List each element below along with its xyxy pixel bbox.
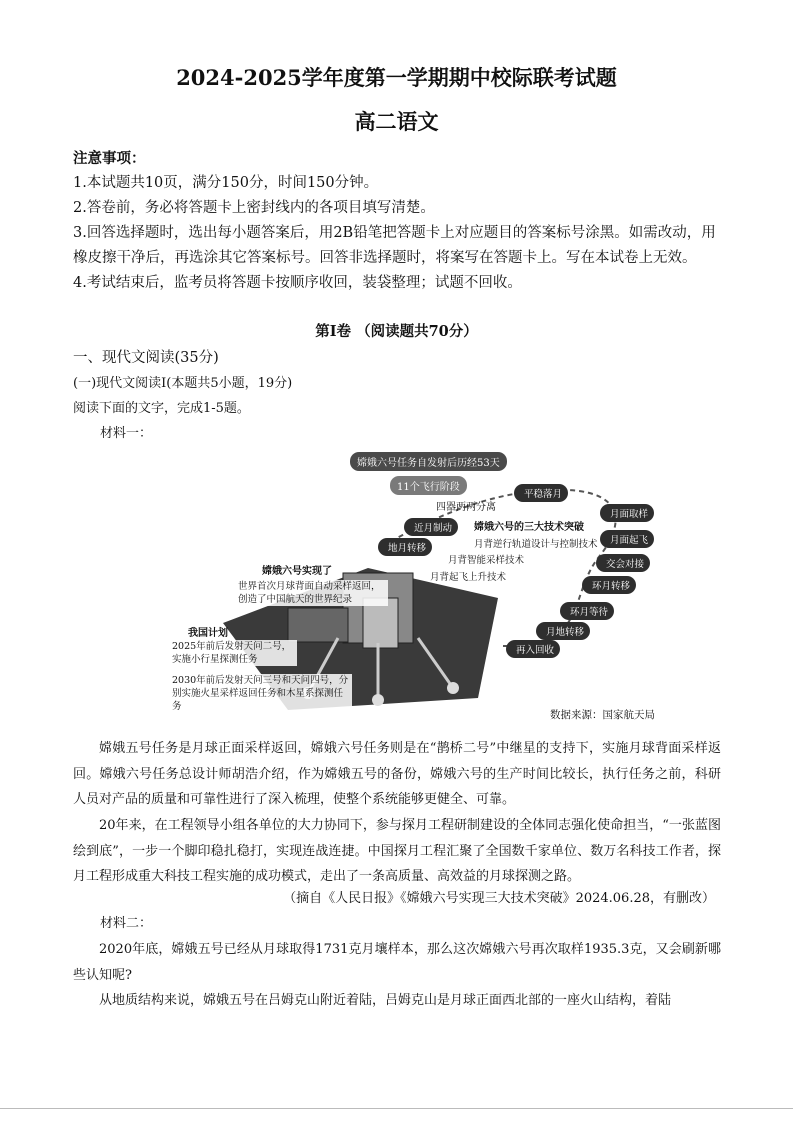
tech-item: 月背起飞上升技术 bbox=[430, 572, 507, 583]
stage-label: 交会对接 bbox=[596, 554, 650, 572]
tech-item: 月背逆行轨道设计与控制技术 bbox=[474, 539, 598, 550]
stage-label: 四器两两分离 bbox=[436, 502, 496, 513]
notes-item: 4.考试结束后，监考员将答题卡按顺序收回，装袋整理；试题不回收。 bbox=[73, 275, 522, 291]
stage-label: 近月制动 bbox=[404, 518, 458, 536]
plan-item: 2025年前后发射天问二号，实施小行星探测任务 bbox=[172, 640, 297, 666]
paragraph: 从地质结构来说，嫦娥五号在吕姆克山附近着陆，吕姆克山是月球正面西北部的一座火山结构，着陆 bbox=[99, 993, 672, 1008]
stage-label: 月面起飞 bbox=[600, 530, 654, 548]
notes-heading: 注意事项： bbox=[73, 150, 146, 167]
paragraph: 2020年底，嫦娥五号已经从月球取得1731克月壤样本，那么这次嫦娥六号再次取样1935.3克，又会刷新哪些认知呢? bbox=[73, 942, 721, 983]
instruction: 阅读下面的文字，完成1-5题。 bbox=[73, 401, 250, 416]
stage-label: 环月等待 bbox=[560, 602, 614, 620]
phase-count: 11个飞行阶段 bbox=[390, 476, 467, 495]
stage-label: 平稳落月 bbox=[514, 484, 568, 502]
material1-label: 材料一： bbox=[100, 426, 153, 441]
plan-title: 我国计划 bbox=[188, 628, 228, 639]
section-heading: 一、现代文阅读(35分) bbox=[73, 350, 219, 366]
notes-item: 2.答卷前，务必将答题卡上密封线内的各项目填写清楚。 bbox=[73, 200, 435, 216]
chang-e6-infographic bbox=[168, 448, 688, 724]
paragraph: 20年来，在工程领导小组各单位的大力协同下，参与探月工程研制建设的全体同志强化使命担当，“一张蓝图绘到底”，一步一个脚印稳扎稳打，实现连战连捷。中国探月工程汇聚了全国数千家单位、数万名科技工作者，探月工程形成重大科技工程实施的成功模式，走出了一条高质量、高效益的月球探测之路。 bbox=[73, 818, 721, 884]
tech-item: 月背智能采样技术 bbox=[448, 555, 525, 566]
mission-banner: 嫦娥六号任务自发射后历经53天 bbox=[350, 452, 507, 471]
tech-title: 嫦娥六号的三大技术突破 bbox=[474, 522, 584, 533]
plan-item: 2030年前后发射天问三号和天问四号，分别实施火星采样返回任务和木星系探测任务 bbox=[172, 674, 352, 713]
achieved-text: 世界首次月球背面自动采样返回，创造了中国航天的世界纪录 bbox=[238, 580, 388, 606]
subject-title: 高二语文 bbox=[354, 109, 439, 134]
notes-block bbox=[73, 146, 723, 296]
citation: （摘自《人民日报》《嫦娥六号实现三大技术突破》2024.06.28，有删改） bbox=[283, 891, 715, 906]
material2-label: 材料二： bbox=[100, 916, 153, 931]
stage-label: 月地转移 bbox=[536, 622, 590, 640]
stage-label: 月面取样 bbox=[600, 504, 654, 522]
paragraph: 嫦娥五号任务是月球正面采样返回，嫦娥六号任务则是在“鹊桥二号”中继星的支持下，实施月球背面采样返回。嫦娥六号任务总设计师胡浩介绍，作为嫦娥五号的备份，嫦娥六号的生产时间比较长，执行任务之前，科研人员对产品的质量和可靠性进行了深入梳理，使整个系统能够更健全、可靠。 bbox=[73, 741, 721, 807]
data-source: 数据来源：国家航天局 bbox=[550, 709, 655, 721]
notes-item: 3.回答选择题时，选出每小题答案后，用2B铅笔把答题卡上对应题目的答案标号涂黑。如需改动，用橡皮擦干净后，再选涂其它答案标号。回答非选择题时，将案写在答题卡上。写在本试卷上无效。 bbox=[73, 225, 716, 266]
stage-label: 地月转移 bbox=[378, 538, 432, 556]
stage-label: 环月转移 bbox=[582, 576, 636, 594]
exam-title: 2024-2025学年度第一学期期中校际联考试题 bbox=[176, 65, 617, 90]
notes-item: 1.本试题共10页，满分150分，时间150分钟。 bbox=[73, 175, 379, 191]
page-bottom-line bbox=[0, 1108, 793, 1109]
achieved-title: 嫦娥六号实现了 bbox=[262, 566, 332, 577]
stage-label: 再入回收 bbox=[506, 640, 560, 658]
volume-heading: 第Ⅰ卷 （阅读题共70分） bbox=[315, 323, 478, 340]
subsection-heading: (一)现代文阅读Ⅰ(本题共5小题，19分) bbox=[73, 376, 293, 391]
